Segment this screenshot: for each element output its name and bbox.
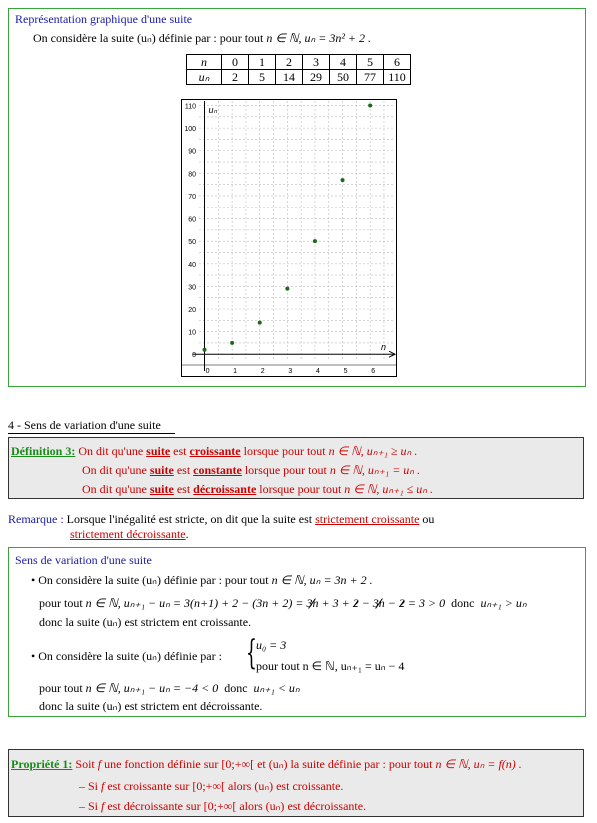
ex-seq: (uₙ): [102, 699, 122, 713]
table-cell: 4: [330, 55, 357, 70]
ex-text: est strictem ent décroissante.: [124, 699, 263, 713]
prop-text: une fonction définie sur: [104, 757, 219, 771]
table-cell: 2: [276, 55, 303, 70]
prop-text: Soit: [75, 757, 95, 771]
example-title: Sens de variation d'une suite: [15, 553, 152, 567]
def-kw-decroissante: décroissante: [193, 482, 257, 496]
example2-conclusion: [39, 699, 262, 714]
propriete1-label: Propriété 1:: [11, 757, 73, 771]
table-cell: 2: [222, 70, 249, 85]
def-formula: n ∈ ℕ, uₙ₊₁ = uₙ .: [329, 463, 421, 477]
def-text: On dit qu'une: [82, 482, 147, 496]
x-tick-label: 3: [288, 368, 293, 375]
example-box: [8, 547, 586, 717]
prop-formula: f: [97, 757, 102, 771]
ex-cancel-term: 3n: [306, 596, 319, 610]
ex-text: est strictem ent croissante.: [124, 615, 252, 629]
remarque-line1: [8, 512, 434, 527]
section4-heading: 4 - Sens de variation d'une suite: [8, 418, 175, 434]
table-cell: 77: [357, 70, 384, 85]
def-text: lorsque pour tout: [244, 463, 327, 477]
system-brace: {: [246, 633, 257, 673]
propriete1-line2: [79, 779, 343, 794]
ex-formula: n ∈ ℕ, uₙ₊₁ − uₙ = 3(n+1) + 2 − (3n + 2) =: [85, 596, 304, 610]
y-tick-label: 10: [188, 329, 196, 337]
prop-text: est décroissante sur: [107, 799, 201, 813]
data-point: [203, 348, 207, 352]
y-tick-label: 100: [184, 126, 196, 134]
prop-text: et: [257, 757, 266, 771]
x-tick-label: 6: [371, 368, 376, 375]
table-cell: 5: [249, 70, 276, 85]
example1-conclusion: [39, 615, 251, 630]
table-cell: 50: [330, 70, 357, 85]
prop-seq: (uₙ): [265, 799, 285, 813]
data-point: [258, 321, 262, 325]
example1-calc: [39, 596, 527, 611]
y-tick-label: 60: [188, 216, 196, 224]
definition3-label: Définition 3:: [11, 444, 76, 458]
intro-formula: n ∈ ℕ, uₙ = 3n² + 2 .: [266, 31, 372, 45]
table-cell: 1: [249, 55, 276, 70]
def-formula: n ∈ ℕ, uₙ₊₁ ≥ uₙ .: [328, 444, 418, 458]
ex-formula: −: [384, 596, 396, 610]
table-row: [187, 70, 411, 85]
def-kw-constante: constante: [193, 463, 242, 477]
ex-text: pour tout: [39, 681, 83, 695]
table-cell: 29: [303, 70, 330, 85]
scatter-chart: [181, 99, 397, 377]
y-tick-label: 80: [188, 171, 196, 179]
ex-donc: donc: [451, 596, 475, 610]
prop-text: alors: [228, 779, 252, 793]
def-kw-suite: suite: [149, 482, 174, 496]
example2-calc: [39, 681, 300, 696]
x-tick-label: 4: [315, 368, 320, 375]
ex-text: donc la suite: [39, 699, 100, 713]
def-kw-croissante: croissante: [189, 444, 241, 458]
data-point: [313, 239, 317, 243]
table-head-u: uₙ: [187, 70, 222, 85]
remarque-kw2: strictement décroissante: [70, 527, 186, 541]
ex-cancel-term: 3n: [372, 596, 385, 610]
ex-seq: (uₙ): [142, 573, 161, 587]
def-formula: n ∈ ℕ, uₙ₊₁ ≤ uₙ .: [344, 482, 433, 496]
def-text: est: [173, 444, 187, 458]
example2-system1: [256, 638, 286, 653]
ex-seq: (uₙ): [142, 649, 161, 663]
x-axis-label: n: [381, 342, 387, 353]
prop-formula: n ∈ ℕ, uₙ = f(n) .: [435, 757, 522, 771]
definition3-line1: [11, 444, 417, 459]
data-point: [368, 104, 372, 108]
ex-text: pour tout: [39, 596, 83, 610]
def-text: lorsque pour tout: [259, 482, 342, 496]
example2-system2: [256, 659, 404, 674]
table-cell: 14: [276, 70, 303, 85]
def-kw-suite: suite: [149, 463, 174, 477]
y-tick-label: 70: [188, 193, 196, 201]
y-tick-label: 0: [192, 352, 196, 360]
table-cell: 5: [357, 55, 384, 70]
y-tick-label: 40: [188, 261, 196, 269]
chart-frame: [182, 100, 397, 377]
prop-text: – Si: [79, 799, 99, 813]
ex-text: donc la suite: [39, 615, 100, 629]
intro-seq: (uₙ): [136, 31, 156, 45]
ex-cancel-term: 2: [352, 596, 359, 610]
y-tick-label: 50: [188, 239, 196, 247]
ex-text: • On considère la suite: [31, 649, 140, 663]
x-tick-label: 1: [233, 368, 238, 375]
values-table: [186, 54, 411, 85]
prop-formula: f: [101, 799, 105, 813]
intro-line: [33, 31, 371, 46]
definition3-line3: [82, 482, 433, 497]
x-tick-label: 5: [343, 368, 348, 375]
def-text: lorsque pour tout: [243, 444, 326, 458]
prop-text: – Si: [79, 779, 99, 793]
y-axis-label: uₙ: [208, 105, 218, 115]
ex-text: définie par :: [163, 649, 222, 663]
propriete1-line3: [79, 799, 366, 814]
data-point: [341, 178, 345, 182]
ex-donc: donc: [224, 681, 248, 695]
table-cell: 6: [384, 55, 411, 70]
definition3-line2: [82, 463, 420, 478]
prop-text: est croissante.: [276, 779, 344, 793]
prop-interval: [0;+∞[: [203, 799, 237, 813]
ex-cancel-term: 2: [398, 596, 405, 610]
remarque-text: Lorsque l'inégalité est stricte, on dit que la suite est: [66, 512, 313, 526]
table-cell: 3: [303, 55, 330, 70]
intro-def: définie par : pour tout: [158, 31, 264, 45]
section-title: Représentation graphique d'une suite: [15, 12, 193, 26]
ex-formula: u₀ = 3: [256, 638, 287, 652]
example2-line: [31, 649, 222, 664]
ex-formula: n ∈ ℕ, uₙ = 3n + 2 .: [271, 573, 373, 587]
ex-formula: pour tout n ∈ ℕ, uₙ₊₁ = uₙ − 4: [256, 659, 405, 673]
ex-formula: −: [358, 596, 370, 610]
remarque-line2: [70, 527, 189, 542]
ex-formula: n ∈ ℕ, uₙ₊₁ − uₙ = −4 < 0: [85, 681, 219, 695]
prop-text: est décroissante.: [287, 799, 367, 813]
x-tick-label: 2: [260, 368, 265, 375]
prop-text: la suite définie par : pour tout: [290, 757, 433, 771]
def-text: est: [176, 482, 191, 496]
y-tick-label: 110: [184, 103, 196, 111]
prop-seq: (uₙ): [268, 757, 288, 771]
table-cell: 110: [384, 70, 411, 85]
ex-formula: + 3 +: [318, 596, 350, 610]
data-point: [230, 341, 234, 345]
table-cell: 0: [222, 55, 249, 70]
ex-formula: = 3 > 0: [404, 596, 446, 610]
prop-formula: f: [101, 779, 105, 793]
remarque-label: Remarque :: [8, 512, 64, 526]
y-tick-label: 30: [188, 284, 196, 292]
ex-seq: (uₙ): [102, 615, 122, 629]
def-kw-suite: suite: [146, 444, 171, 458]
prop-interval: [0;+∞[: [221, 757, 255, 771]
def-text: est: [176, 463, 191, 477]
propriete1-box: [8, 749, 584, 817]
y-tick-label: 20: [188, 307, 196, 314]
ex-text: • On considère la suite: [31, 573, 140, 587]
prop-text: alors: [239, 799, 263, 813]
table-head-n: n: [187, 55, 222, 70]
table-row: [187, 55, 411, 70]
definition3-box: [8, 437, 584, 499]
intro-text: On considère la suite: [33, 31, 134, 45]
x-tick-label: 0: [205, 368, 210, 375]
def-text: On dit qu'une: [82, 463, 147, 477]
def-text: On dit qu'une: [78, 444, 144, 458]
ex-text: définie par : pour tout: [163, 573, 269, 587]
remarque-kw1: strictement croissante: [315, 512, 420, 526]
remarque-or: ou: [422, 512, 435, 526]
ex-formula: uₙ₊₁ < uₙ: [253, 681, 300, 695]
data-point: [285, 287, 289, 291]
y-tick-label: 90: [188, 148, 196, 156]
prop-text: est croissante sur: [107, 779, 190, 793]
ex-formula: uₙ₊₁ > uₙ: [480, 596, 527, 610]
remarque-end: .: [185, 527, 189, 541]
propriete1-line1: [11, 757, 522, 772]
example1-line: [31, 573, 373, 588]
prop-interval: [0;+∞[: [192, 779, 225, 793]
prop-seq: (uₙ): [254, 779, 274, 793]
